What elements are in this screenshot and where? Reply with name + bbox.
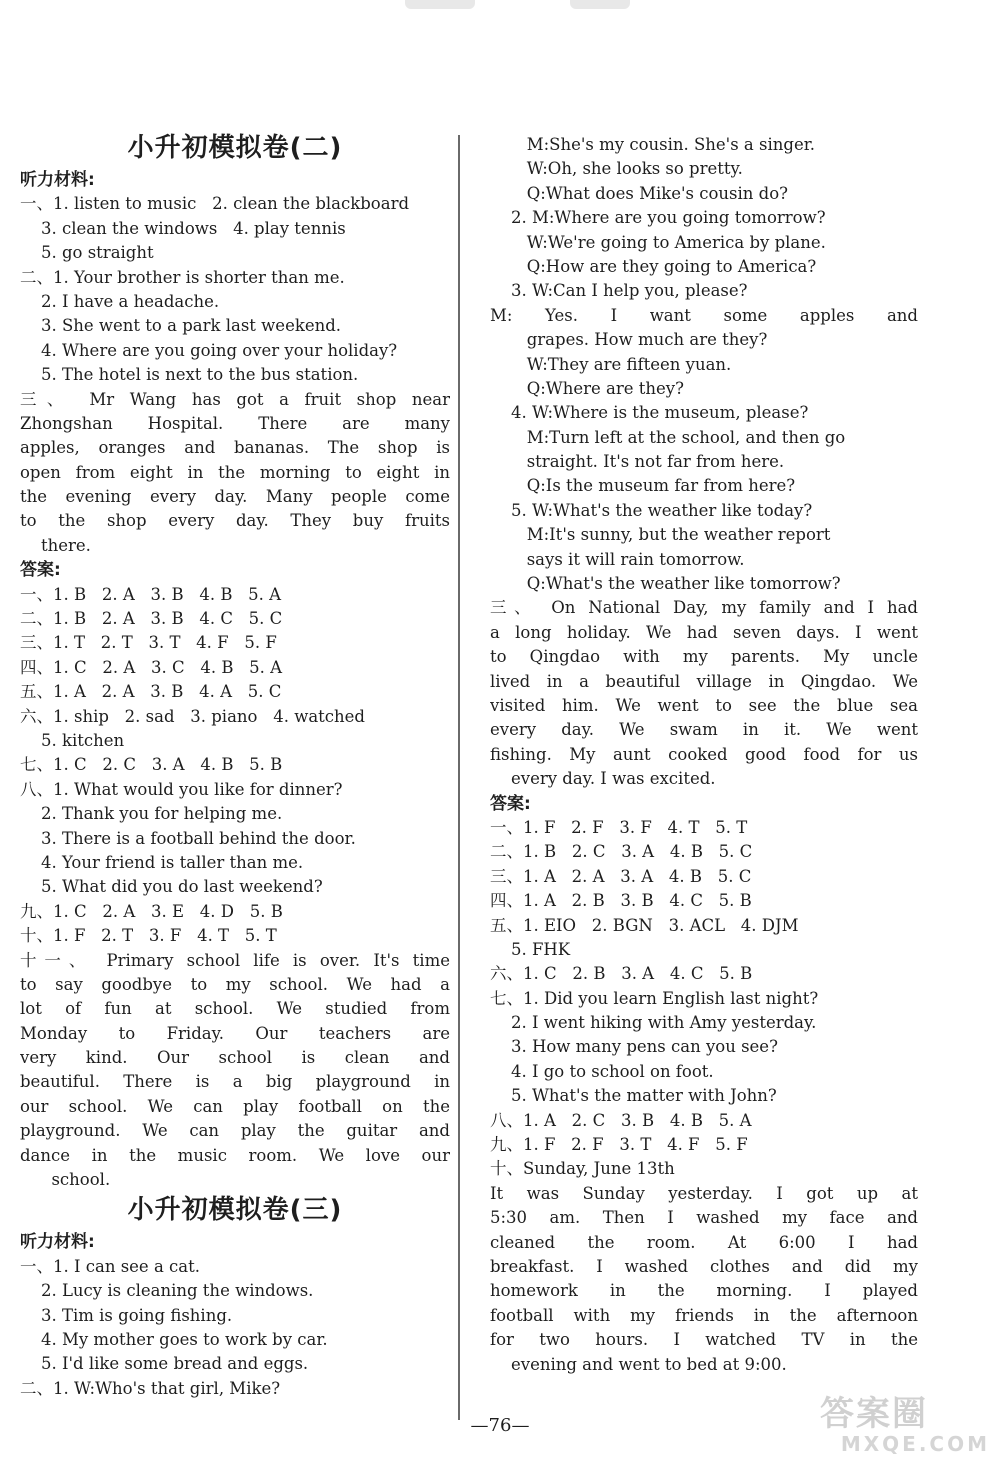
text-line: 3. How many pens can you see?	[490, 1037, 778, 1057]
text-line: 2. Thank you for helping me.	[20, 804, 283, 824]
text-line: playground. We can play the guitar and	[20, 1121, 450, 1141]
text-line: 3. Tim is going fishing.	[20, 1305, 233, 1325]
text-line: 一、1. I can see a cat.	[20, 1256, 200, 1276]
text-line: cleaned the room. At 6:00 I had	[490, 1232, 918, 1252]
text-line: 六、1. ship 2. sad 3. piano 4. watched	[20, 706, 365, 726]
text-line: It was Sunday yesterday. I got up at	[490, 1183, 918, 1203]
text-line: breakfast. I washed clothes and did my	[490, 1256, 918, 1276]
text-line: 4. W:Where is the museum, please?	[490, 403, 809, 423]
text-line: to the shop every day. They buy fruits	[20, 511, 450, 531]
text-line: every day. I was excited.	[490, 769, 716, 789]
text-line: there.	[20, 535, 91, 555]
text-line: 2. I went hiking with Amy yesterday.	[490, 1013, 817, 1033]
text-line: 七、1. C 2. C 3. A 4. B 5. B	[20, 755, 283, 775]
text-line: straight. It's not far from here.	[490, 452, 785, 472]
text-line: 三、1. A 2. A 3. A 4. B 5. C	[490, 866, 752, 886]
text-line: evening and went to bed at 9:00.	[490, 1354, 787, 1374]
text-line: 二、1. Your brother is shorter than me.	[20, 267, 345, 287]
text-line: 三、 Mr Wang has got a fruit shop near	[20, 389, 450, 409]
left-lines-block-1	[20, 168, 450, 1192]
right-column	[490, 133, 918, 1377]
text-line: 四、1. A 2. B 3. B 4. C 5. B	[490, 891, 752, 911]
text-line: 一、1. B 2. A 3. B 4. B 5. A	[20, 584, 282, 604]
text-line: our school. We can play football on the	[20, 1096, 450, 1116]
text-line: 3. She went to a park last weekend.	[20, 316, 342, 336]
text-line: Zhongshan Hospital. There are many	[20, 413, 450, 433]
text-line: 3. There is a football behind the door.	[20, 828, 356, 848]
text-line: 4. Your friend is taller than me.	[20, 852, 304, 872]
text-line: apples, oranges and bananas. The shop is	[20, 438, 450, 458]
text-line: 六、1. C 2. B 3. A 4. C 5. B	[490, 964, 753, 984]
text-line: dance in the music room. We love our	[20, 1145, 450, 1165]
text-line: 2. I have a headache.	[20, 291, 220, 311]
text-line: school.	[20, 1170, 111, 1190]
text-line: 二、1. B 2. A 3. B 4. C 5. C	[20, 609, 283, 629]
text-line: M:She's my cousin. She's a singer.	[490, 135, 816, 154]
text-line: fishing. My aunt cooked good food for us	[490, 744, 918, 764]
text-line: 5. What's the matter with John?	[490, 1086, 777, 1106]
text-line: open from eight in the morning to eight in	[20, 462, 450, 482]
text-line: 九、1. F 2. F 3. T 4. F 5. F	[490, 1135, 748, 1155]
text-line: a long holiday. We had seven days. I went	[490, 622, 918, 642]
text-line: the evening every day. Many people come	[20, 487, 450, 507]
text-line: 十、1. F 2. T 3. F 4. T 5. T	[20, 926, 277, 946]
text-line: M:Turn left at the school, and then go	[490, 427, 846, 447]
left-lines-block-2	[20, 1230, 450, 1401]
text-line: 5:30 am. Then I washed my face and	[490, 1208, 918, 1228]
watermark-main-text: 答案圈	[820, 1394, 928, 1434]
text-line: football with my friends in the afternoon	[490, 1305, 918, 1325]
text-line: W:Oh, she looks so pretty.	[490, 159, 743, 179]
section-heading: 答案:	[490, 793, 531, 814]
text-line: 2. M:Where are you going tomorrow?	[490, 208, 826, 228]
text-line: 4. I go to school on foot.	[490, 1061, 714, 1081]
text-line: 二、1. B 2. C 3. A 4. B 5. C	[490, 842, 753, 862]
text-line: 4. My mother goes to work by car.	[20, 1329, 328, 1349]
text-line: 二、1. W:Who's that girl, Mike?	[20, 1378, 281, 1398]
text-line: 五、1. EIO 2. BGN 3. ACL 4. DJM	[490, 915, 799, 935]
text-line: to say goodbye to my school. We had a	[20, 974, 450, 994]
text-line: 三、1. T 2. T 3. T 4. F 5. F	[20, 633, 277, 653]
text-line: beautiful. There is a big playground in	[20, 1072, 450, 1092]
column-divider	[458, 135, 460, 1420]
text-line: says it will rain tomorrow.	[490, 549, 745, 569]
blank-top-margin	[0, 0, 1000, 110]
text-line: to Qingdao with my parents. My uncle	[490, 647, 918, 667]
text-line: 五、1. A 2. A 3. B 4. A 5. C	[20, 682, 282, 702]
text-line: 5. kitchen	[20, 730, 125, 750]
text-line: 八、1. A 2. C 3. B 4. B 5. A	[490, 1110, 752, 1130]
text-line: 九、1. C 2. A 3. E 4. D 5. B	[20, 901, 283, 921]
text-line: lived in a beautiful village in Qingdao. We	[490, 671, 918, 691]
text-line: 5. What did you do last weekend?	[20, 877, 323, 897]
exam-title-2: 小升初模拟卷(二)	[127, 133, 343, 163]
text-line: 4. Where are you going over your holiday?	[20, 340, 398, 360]
text-line: M: Yes. I want some apples and	[490, 305, 918, 325]
text-line: 四、1. C 2. A 3. C 4. B 5. A	[20, 657, 283, 677]
section-heading: 听力材料:	[20, 1232, 95, 1253]
text-line: grapes. How much are they?	[490, 330, 768, 350]
text-line: 5. FHK	[490, 939, 571, 959]
text-line: 十、Sunday, June 13th	[490, 1159, 675, 1179]
scan-smudge	[570, 0, 630, 9]
page-number: —76—	[470, 1415, 530, 1436]
scan-smudge	[405, 0, 475, 9]
text-line: for two hours. I watched TV in the	[490, 1330, 918, 1350]
text-line: M:It's sunny, but the weather report	[490, 525, 831, 545]
section-heading: 听力材料:	[20, 170, 95, 190]
text-line: Q:Is the museum far from here?	[490, 476, 796, 496]
text-line: Q:How are they going to America?	[490, 256, 817, 276]
text-line: very kind. Our school is clean and	[20, 1048, 450, 1068]
watermark-sub-text: MXQE.COM	[840, 1432, 990, 1456]
text-line: W:They are fifteen yuan.	[490, 354, 732, 374]
text-line: 一、1. listen to music 2. clean the blackboard	[20, 194, 410, 214]
exam-title-3: 小升初模拟卷(三)	[127, 1195, 343, 1226]
text-line: homework in the morning. I played	[490, 1281, 918, 1301]
watermark-logo	[820, 1395, 990, 1465]
text-line: 三、 On National Day, my family and I had	[490, 598, 918, 618]
text-line: 5. go straight	[20, 243, 154, 263]
text-line: Q:What's the weather like tomorrow?	[490, 574, 841, 594]
right-lines-block	[490, 133, 918, 1377]
text-line: 5. W:What's the weather like today?	[490, 500, 813, 520]
text-line: 3. clean the windows 4. play tennis	[20, 218, 346, 238]
section-heading: 答案:	[20, 560, 61, 581]
text-line: W:We're going to America by plane.	[490, 232, 826, 252]
text-line: 一、1. F 2. F 3. F 4. T 5. T	[490, 817, 748, 837]
text-line: Q:Where are they?	[490, 378, 684, 398]
text-line: 3. W:Can I help you, please?	[490, 281, 748, 301]
text-line: 七、1. Did you learn English last night?	[490, 988, 819, 1008]
text-line: 5. The hotel is next to the bus station.	[20, 365, 359, 385]
left-column	[20, 130, 450, 1401]
text-line: Q:What does Mike's cousin do?	[490, 183, 789, 203]
text-line: Monday to Friday. Our teachers are	[20, 1023, 450, 1043]
text-line: 八、1. What would you like for dinner?	[20, 779, 343, 799]
text-line: lot of fun at school. We studied from	[20, 999, 450, 1019]
text-line: 5. I'd like some bread and eggs.	[20, 1354, 309, 1374]
text-line: every day. We swam in it. We went	[490, 720, 918, 740]
text-line: visited him. We went to see the blue sea	[490, 695, 918, 715]
text-line: 2. Lucy is cleaning the windows.	[20, 1281, 314, 1301]
text-line: 十一、 Primary school life is over. It's time	[20, 950, 450, 970]
